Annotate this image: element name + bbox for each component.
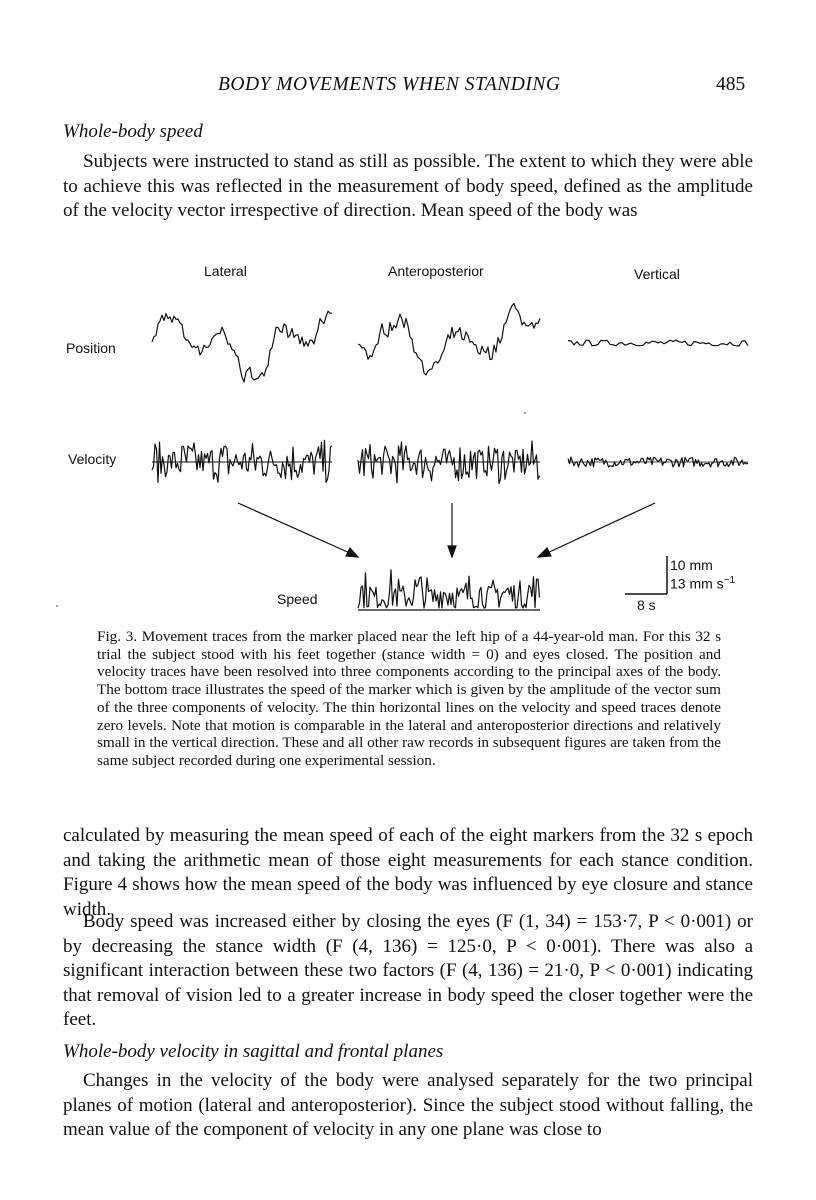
arrow-vertical-to-speed: [545, 503, 655, 554]
paragraph-velocity-intro: Changes in the velocity of the body were analysed separately for the two principal planes of motion (lateral and anteroposterior). Since the subject stood without falling, the mean value of the component of velocity in any one plane was close to: [63, 1070, 753, 1140]
trace-lateral-position: [152, 311, 332, 382]
paragraph-speed-calculation: calculated by measuring the mean speed of each of the eight markers from the 32 s epoch and taking the arithmetic mean of those eight measurements for each stance condition. Figure 4 shows how the mean speed of the body was influenced by eye closure and stance width.: [63, 825, 753, 920]
row-label-speed: Speed: [277, 591, 318, 607]
page-number: 485: [716, 74, 746, 95]
arrow-lateral-to-speed: [238, 503, 352, 554]
trace-speed: [358, 570, 540, 608]
scale-label-velocity: 13 mm $s^{-1}$: [670, 575, 736, 592]
paragraph-speed-intro: Subjects were instructed to stand as still as possible. The extent to which they were able to achieve this was reflected in the measurement of body speed, defined as the amplitude of the velocity vector irrespective of direction. Mean speed of the body was: [63, 151, 753, 221]
speck: [56, 605, 58, 607]
section-heading-speed: Whole-body speed: [63, 121, 203, 142]
arrow-head-center: [448, 546, 456, 557]
trace-ap-position: [358, 303, 540, 375]
running-title: BODY MOVEMENTS WHEN STANDING: [218, 74, 561, 95]
trace-vertical-position: [568, 340, 748, 346]
row-label-position: Position: [66, 340, 116, 356]
arrow-head-left: [346, 548, 358, 557]
speck: [524, 412, 526, 414]
figure-caption: Fig. 3. Movement traces from the marker placed near the left hip of a 44-year-old man. For this 32 s trial the subject stood with his feet together (stance width = 0) and eyes closed. The position and velocity traces have been resolved into three components according to the principal axes of the body. The bottom trace illustrates the speed of the marker which is given by the amplitude of the vector sum of the three components of velocity. The thin horizontal lines on the velocity and speed traces denote zero levels. Note that motion is comparable in the lateral and anteroposterior directions and relatively small in the vertical direction. These and all other raw records in subsequent figures are taken from the same subject recorded during one experimental session.: [97, 628, 721, 769]
column-label-vertical: Vertical: [634, 266, 680, 282]
arrow-head-right: [538, 548, 551, 557]
paragraph-speed-results: Body speed was increased either by closing the eyes (F (1, 34) = 153·7, P < 0·001) or by decreasing the stance width (F (4, 136) = 125·0, P < 0·001). There was also a significant interaction between these two factors (F (4, 136) = 21·0, P < 0·001) indicating that removal of vision led to a greater increase in body speed the closer together were the feet.: [63, 911, 753, 1030]
section-heading-velocity: Whole-body velocity in sagittal and frontal planes: [63, 1041, 444, 1062]
column-label-anteroposterior: Anteroposterior: [388, 263, 484, 279]
scale-label-mm: 10 mm: [670, 557, 713, 573]
scale-label-time: 8 s: [637, 597, 656, 613]
trace-lateral-velocity: [152, 440, 332, 482]
row-label-velocity: Velocity: [68, 451, 117, 467]
column-label-lateral: Lateral: [204, 263, 247, 279]
